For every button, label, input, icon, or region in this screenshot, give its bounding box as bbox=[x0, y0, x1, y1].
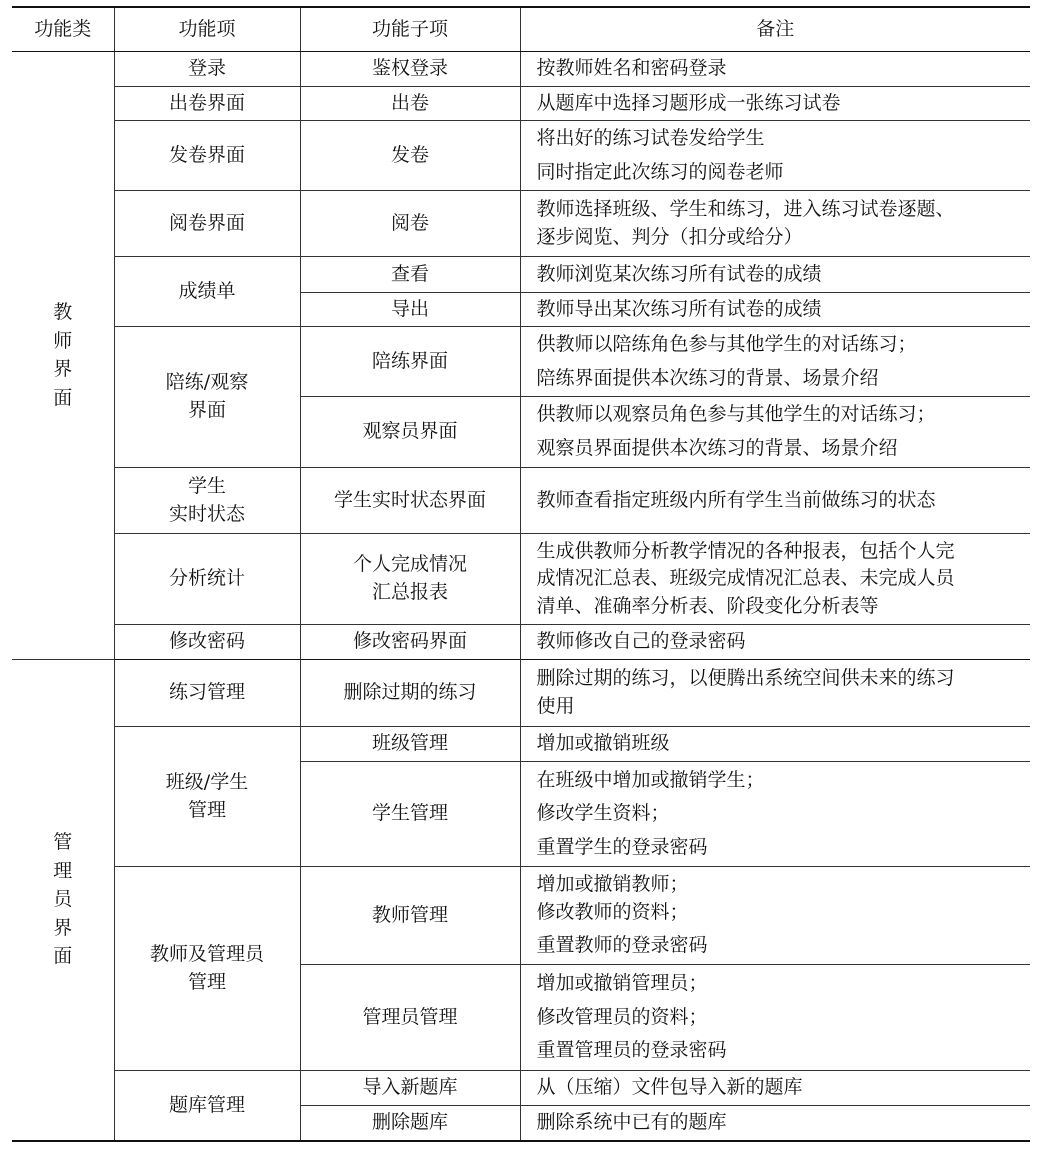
note-line: 供教师以观察员角色参与其他学生的对话练习； bbox=[536, 403, 936, 426]
note-line: 增加或撤销管理员； bbox=[536, 972, 708, 995]
sub-line: 个人完成情况 bbox=[352, 553, 467, 576]
sub-bank-import: 导入新题库 bbox=[300, 1071, 520, 1106]
note-line: 修改教师的资料； bbox=[536, 900, 689, 923]
note-partner bbox=[520, 327, 1030, 397]
item-create: 出卷界面 bbox=[114, 87, 300, 121]
note-bank-delete: 删除系统中已有的题库 bbox=[520, 1106, 1030, 1141]
table-row bbox=[12, 257, 1030, 293]
item-realtime bbox=[114, 468, 300, 534]
category-admin-label: 管理员界面 bbox=[53, 831, 73, 968]
note-scores-export: 教师导出某次练习所有试卷的成绩 bbox=[520, 293, 1030, 327]
note-line: 使用 bbox=[536, 695, 575, 717]
note-admin-mgmt bbox=[520, 965, 1030, 1071]
sub-observer: 观察员界面 bbox=[300, 397, 520, 468]
note-stats bbox=[520, 534, 1030, 625]
item-stats: 分析统计 bbox=[114, 534, 300, 625]
sub-partner: 陪练界面 bbox=[300, 327, 520, 397]
sub-line: 汇总报表 bbox=[371, 581, 448, 603]
sub-admin-mgmt: 管理员管理 bbox=[300, 965, 520, 1071]
note-exercise bbox=[520, 660, 1030, 727]
note-line: 将出好的练习试卷发给学生 bbox=[536, 126, 765, 149]
sub-create: 出卷 bbox=[300, 87, 520, 121]
table-row bbox=[12, 468, 1030, 534]
note-line: 在班级中增加或撤销学生； bbox=[536, 768, 765, 791]
table-row bbox=[12, 534, 1030, 625]
header-category: 功能类 bbox=[12, 7, 114, 52]
table-row bbox=[12, 191, 1030, 257]
category-teacher bbox=[12, 52, 114, 660]
note-line: 供教师以陪练角色参与其他学生的对话练习； bbox=[536, 332, 917, 355]
table-row bbox=[12, 87, 1030, 121]
note-line: 教师选择班级、学生和练习，进入练习试卷逐题、 bbox=[536, 197, 955, 220]
item-bank: 题库管理 bbox=[114, 1071, 300, 1141]
category-teacher-label: 教师界面 bbox=[53, 301, 73, 409]
note-line: 修改学生资料； bbox=[536, 802, 670, 825]
note-line: 同时指定此次练习的阅卷老师 bbox=[536, 160, 784, 183]
table-row bbox=[12, 1071, 1030, 1106]
item-line: 学生 bbox=[187, 474, 226, 497]
note-line: 删除过期的练习，以便腾出系统空间供未来的练习 bbox=[536, 667, 955, 690]
item-line: 管理 bbox=[187, 798, 226, 821]
item-distribute: 发卷界面 bbox=[114, 121, 300, 191]
item-login: 登录 bbox=[114, 52, 300, 87]
sub-stats bbox=[300, 534, 520, 625]
sub-password: 修改密码界面 bbox=[300, 625, 520, 660]
note-line: 重置教师的登录密码 bbox=[536, 934, 708, 957]
item-line: 管理 bbox=[187, 970, 226, 993]
table-row bbox=[12, 867, 1030, 965]
category-admin bbox=[12, 660, 114, 1141]
sub-teacher-mgmt: 教师管理 bbox=[300, 867, 520, 965]
note-line: 逐步阅览、判分（扣分或给分） bbox=[536, 225, 803, 248]
note-line: 清单、准确率分析表、阶段变化分析表等 bbox=[536, 594, 879, 617]
table-row bbox=[12, 727, 1030, 762]
item-password: 修改密码 bbox=[114, 625, 300, 660]
table-row bbox=[12, 52, 1030, 87]
item-partner bbox=[114, 327, 300, 468]
table-row bbox=[12, 660, 1030, 727]
item-scores: 成绩单 bbox=[114, 257, 300, 327]
note-realtime: 教师查看指定班级内所有学生当前做练习的状态 bbox=[520, 468, 1030, 534]
header-row bbox=[12, 7, 1030, 52]
table-row bbox=[12, 121, 1030, 191]
note-line: 生成供教师分析教学情况的各种报表，包括个人完 bbox=[536, 539, 955, 562]
note-line: 陪练界面提供本次练习的背景、场景介绍 bbox=[536, 366, 879, 389]
item-line: 实时状态 bbox=[168, 502, 245, 525]
function-table bbox=[12, 6, 1030, 1142]
note-distribute bbox=[520, 121, 1030, 191]
sub-bank-delete: 删除题库 bbox=[300, 1106, 520, 1141]
item-line: 教师及管理员 bbox=[149, 942, 264, 965]
sub-class: 班级管理 bbox=[300, 727, 520, 762]
item-exercise: 练习管理 bbox=[114, 660, 300, 727]
note-line: 修改管理员的资料； bbox=[536, 1005, 708, 1028]
note-line: 重置学生的登录密码 bbox=[536, 835, 708, 858]
note-line: 观察员界面提供本次练习的背景、场景介绍 bbox=[536, 437, 898, 459]
header-subitem: 功能子项 bbox=[300, 7, 520, 52]
sub-exercise: 删除过期的练习 bbox=[300, 660, 520, 727]
item-line: 界面 bbox=[187, 399, 226, 421]
note-bank-import: 从（压缩）文件包导入新的题库 bbox=[520, 1071, 1030, 1106]
table-row bbox=[12, 327, 1030, 397]
note-line: 重置管理员的登录密码 bbox=[536, 1039, 727, 1062]
sub-realtime: 学生实时状态界面 bbox=[300, 468, 520, 534]
note-observer bbox=[520, 397, 1030, 468]
item-class bbox=[114, 727, 300, 867]
sub-login: 鉴权登录 bbox=[300, 52, 520, 87]
item-line: 陪练/观察 bbox=[165, 371, 249, 394]
note-line: 成情况汇总表、班级完成情况汇总表、未完成人员 bbox=[536, 567, 955, 590]
note-login: 按教师姓名和密码登录 bbox=[520, 52, 1030, 87]
table-row bbox=[12, 625, 1030, 660]
note-create: 从题库中选择习题形成一张练习试卷 bbox=[520, 87, 1030, 121]
header-item: 功能项 bbox=[114, 7, 300, 52]
item-grading: 阅卷界面 bbox=[114, 191, 300, 257]
sub-student: 学生管理 bbox=[300, 762, 520, 867]
sub-scores-view: 查看 bbox=[300, 257, 520, 293]
item-staff bbox=[114, 867, 300, 1071]
note-password: 教师修改自己的登录密码 bbox=[520, 625, 1030, 660]
note-teacher-mgmt bbox=[520, 867, 1030, 965]
sub-scores-export: 导出 bbox=[300, 293, 520, 327]
header-note: 备注 bbox=[520, 7, 1030, 52]
sub-grading: 阅卷 bbox=[300, 191, 520, 257]
sub-distribute: 发卷 bbox=[300, 121, 520, 191]
note-student bbox=[520, 762, 1030, 867]
note-grading bbox=[520, 191, 1030, 257]
note-line: 增加或撤销教师； bbox=[536, 873, 689, 896]
note-scores-view: 教师浏览某次练习所有试卷的成绩 bbox=[520, 257, 1030, 293]
note-class: 增加或撤销班级 bbox=[520, 727, 1030, 762]
item-line: 班级/学生 bbox=[165, 770, 249, 793]
